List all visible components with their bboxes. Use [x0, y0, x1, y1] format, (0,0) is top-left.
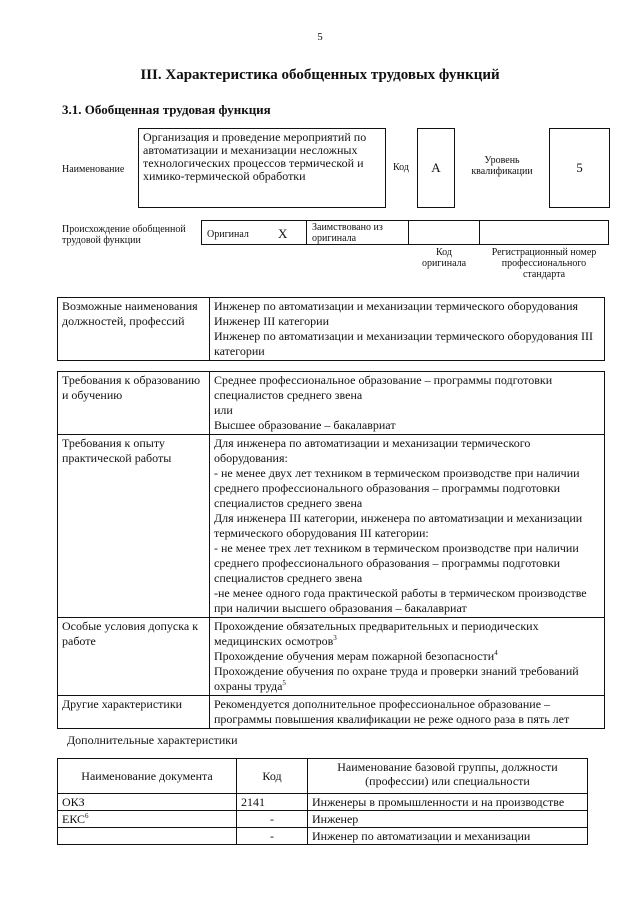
- additional-title: Дополнительные характеристики: [67, 733, 238, 747]
- code-cell: -: [237, 811, 308, 828]
- code-value: А: [431, 160, 441, 175]
- doc-name: ОКЗ: [62, 795, 85, 809]
- original-label: Оригинал: [207, 229, 249, 240]
- function-name: Организация и проведение мероприятий по автоматизации и механизации несложных технологических процессов термической и химико-термической обработки: [138, 128, 386, 208]
- origin-table: [201, 220, 609, 245]
- professions-list: [210, 298, 605, 361]
- doc-cell: [58, 811, 237, 828]
- doc-name: ЕКС: [62, 812, 86, 826]
- requirement-line: Высшее образование – бакалавриат: [214, 418, 396, 432]
- code-original-caption: Код оригинала: [421, 247, 467, 269]
- name-cell: Инженер: [308, 811, 588, 828]
- professions-label: Возможные наименования должностей, профессий: [58, 298, 210, 361]
- profession-line: Инженер по автоматизации и механизации термического оборудования: [214, 299, 579, 313]
- section-title: III. Характеристика обобщенных трудовых функций: [140, 67, 500, 83]
- doc-cell: [58, 828, 237, 845]
- requirement-row: [58, 435, 605, 618]
- requirement-line: [214, 619, 600, 649]
- page-number: 5: [317, 31, 323, 43]
- requirement-label: Особые условия допуска к работе: [58, 618, 210, 696]
- professions-table: [57, 297, 605, 361]
- divider: [479, 220, 480, 245]
- code-cell: 2141: [237, 794, 308, 811]
- requirement-line: [214, 664, 600, 694]
- borrowed-label: Заимствовано из оригинала: [312, 222, 383, 244]
- requirement-text: Прохождение обязательных предварительных и периодических медицинских осмотров: [214, 619, 539, 648]
- requirement-value: [210, 618, 605, 696]
- divider: [306, 220, 307, 245]
- requirement-line: или: [214, 403, 233, 417]
- requirement-row: [58, 696, 605, 729]
- footnote-ref: 5: [282, 679, 286, 687]
- name-label: Наименование: [62, 164, 125, 175]
- requirement-line: Рекомендуется дополнительное профессиональное образование – программы повышения квалификации не реже одного раза в пять лет: [214, 697, 570, 726]
- column-header: Код: [237, 759, 308, 794]
- profession-line: Инженер III категории: [214, 314, 329, 328]
- doc-cell: [58, 794, 237, 811]
- requirement-label: Требования к опыту практической работы: [58, 435, 210, 618]
- requirement-label: Другие характеристики: [58, 696, 210, 729]
- requirement-row: [58, 618, 605, 696]
- requirement-text: Прохождение обучения по охране труда и проверки знаний требований охраны труда: [214, 664, 579, 693]
- column-header: Наименование документа: [58, 759, 237, 794]
- level-box: [549, 128, 610, 208]
- requirement-value: [210, 696, 605, 729]
- original-mark: X: [278, 226, 288, 241]
- profession-line: Инженер по автоматизации и механизации термического оборудования III категории: [214, 329, 594, 358]
- code-box: [417, 128, 455, 208]
- requirement-line: - не менее трех лет техником в термическом производстве при наличии среднего профессионального образования – программы подготовки специалистов среднего звена: [214, 541, 579, 585]
- table-row: [58, 828, 588, 845]
- table-row: [58, 794, 588, 811]
- name-cell: Инженеры в промышленности и на производстве: [308, 794, 588, 811]
- requirement-line: Для инженера по автоматизации и механизации термического оборудования:: [214, 436, 531, 465]
- table-header-row: [58, 759, 588, 794]
- name-cell: Инженер по автоматизации и механизации: [308, 828, 588, 845]
- requirement-label: Требования к образованию и обучению: [58, 372, 210, 435]
- level-label: Уровень квалификации: [471, 155, 533, 177]
- requirement-row: [58, 372, 605, 435]
- column-header: Наименование базовой группы, должности (профессии) или специальности: [308, 759, 588, 794]
- code-label: Код: [393, 162, 409, 173]
- requirement-line: [214, 649, 600, 664]
- requirement-line: Среднее профессиональное образование – программы подготовки специалистов среднего звена: [214, 373, 553, 402]
- code-cell: -: [237, 828, 308, 845]
- footnote-ref: 4: [494, 649, 498, 657]
- requirement-line: -не менее одного года практической работы в термическом производстве при наличии высшего образования – бакалавриат: [214, 586, 587, 615]
- origin-label: Происхождение обобщенной трудовой функции: [62, 224, 186, 246]
- requirement-line: Для инженера III категории, инженера по автоматизации и механизации термического оборудования III категории:: [214, 511, 583, 540]
- requirements-table: [57, 371, 605, 729]
- requirement-value: [210, 372, 605, 435]
- requirement-line: - не менее двух лет техником в термическом производстве при наличии среднего профессионального образования – программы подготовки специалистов среднего звена: [214, 466, 580, 510]
- divider: [408, 220, 409, 245]
- additional-table: [57, 758, 588, 845]
- reg-number-caption: Регистрационный номер профессионального стандарта: [491, 247, 597, 280]
- footnote-ref: 3: [333, 634, 337, 642]
- table-row: [58, 811, 588, 828]
- requirement-value: [210, 435, 605, 618]
- requirement-text: Прохождение обучения мерам пожарной безопасности: [214, 649, 495, 663]
- level-value: 5: [576, 160, 583, 175]
- subsection-title: 3.1. Обобщенная трудовая функция: [62, 102, 271, 117]
- footnote-ref: 6: [85, 812, 89, 820]
